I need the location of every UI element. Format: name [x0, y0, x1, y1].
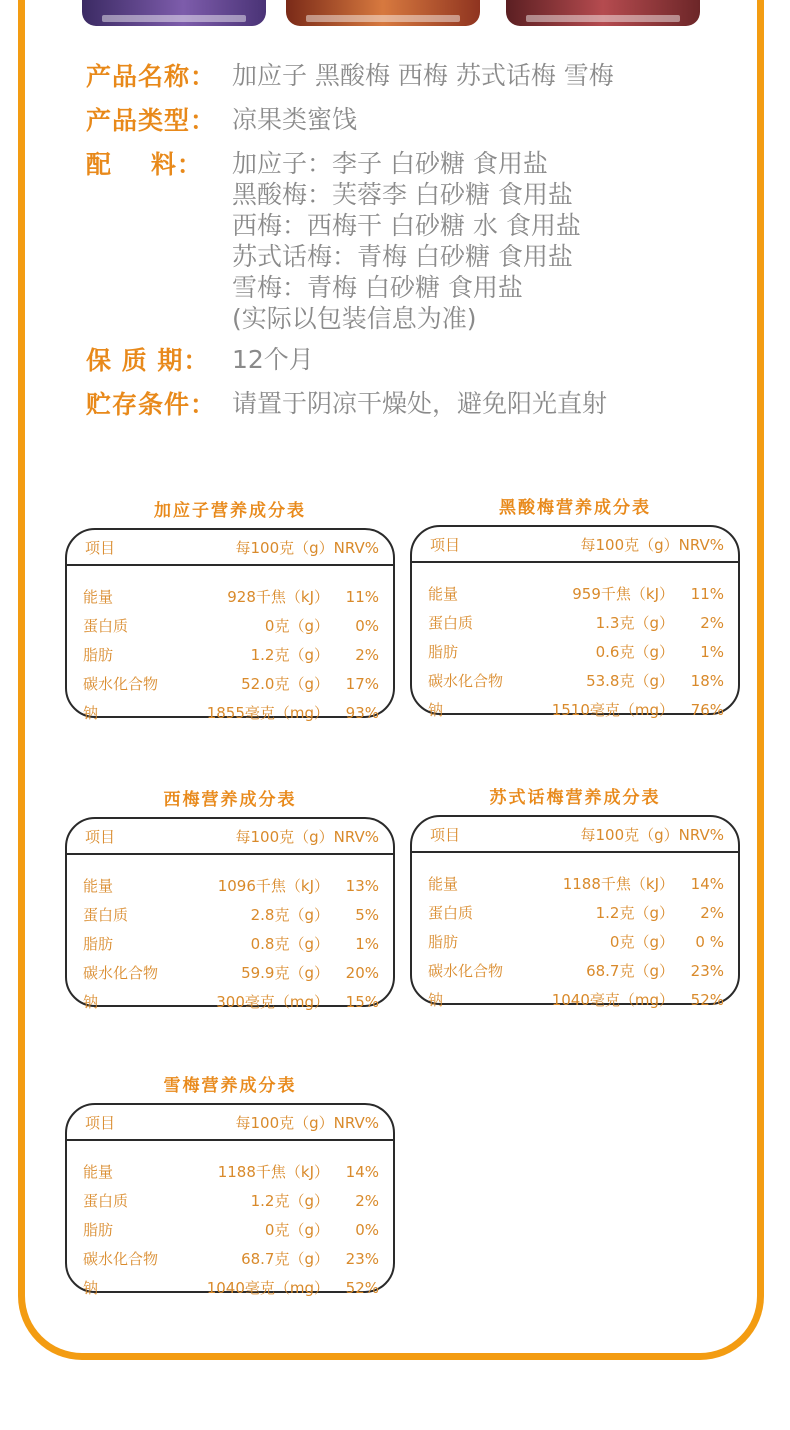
nutrient-value: 0克（g）: [609, 933, 674, 951]
nutrient-name: 蛋白质: [428, 904, 474, 922]
nutrient-value: 1.2克（g）: [250, 646, 329, 664]
nutrient-nrv: 23%: [690, 961, 724, 980]
info-line: (实际以包装信息为准): [232, 304, 477, 333]
nutrient-value: 1040毫克（mg）: [551, 991, 674, 1009]
info-line: 12个月: [232, 345, 314, 374]
nutrition-row: [67, 958, 393, 987]
nutrition-row: [67, 987, 393, 1016]
nutrient-nrv: 0 %: [695, 932, 724, 951]
nutrient-name: 蛋白质: [83, 617, 129, 635]
nutrition-table-header: [412, 527, 738, 563]
nutrient-name: 钠: [83, 704, 99, 722]
nutrient-nrv: 2%: [355, 1191, 379, 1210]
nutrient-value: 1.2克（g）: [595, 904, 674, 922]
nutrient-value: 1096千焦（kJ）: [217, 877, 329, 895]
nutrition-row: [67, 1157, 393, 1186]
nutrient-nrv: 18%: [690, 671, 724, 690]
nutrient-value: 0.6克（g）: [595, 643, 674, 661]
nutrition-table: [410, 783, 740, 1009]
nutrition-table-box: [410, 525, 740, 719]
nutrient-name: 脂肪: [428, 643, 459, 661]
nutrient-nrv: 1%: [355, 934, 379, 953]
info-value: [232, 344, 314, 375]
nutrient-name: 碳水化合物: [428, 962, 504, 980]
header-item: 项目: [430, 535, 461, 554]
info-row-name: [86, 60, 726, 94]
nutrient-nrv: 93%: [345, 703, 379, 722]
nutrient-value: 928千焦（kJ）: [227, 588, 329, 606]
nutrition-table-header: [67, 1105, 393, 1141]
nutrition-row: [67, 611, 393, 640]
nutrient-name: 能量: [83, 588, 114, 606]
nutrient-nrv: 23%: [345, 1249, 379, 1268]
nutrition-row: [412, 579, 738, 608]
info-row-ingredients: [86, 148, 726, 334]
nutrient-name: 能量: [428, 585, 459, 603]
nutrient-nrv: 2%: [355, 645, 379, 664]
nutrient-nrv: 13%: [345, 876, 379, 895]
nutrient-value: 68.7克（g）: [586, 962, 674, 980]
nutrition-row: [412, 898, 738, 927]
nutrient-nrv: 52%: [690, 990, 724, 1009]
nutrition-row: [67, 1215, 393, 1244]
nutrient-nrv: 11%: [690, 584, 724, 603]
nutrient-nrv: 2%: [700, 613, 724, 632]
nutrient-value: 1510毫克（mg）: [551, 701, 674, 719]
nutrition-row: [67, 640, 393, 669]
nutrient-nrv: 0%: [355, 616, 379, 635]
nutrient-name: 钠: [428, 701, 444, 719]
nutrient-value: 1855毫克（mg）: [206, 704, 329, 722]
nutrient-nrv: 17%: [345, 674, 379, 693]
nutrient-nrv: 5%: [355, 905, 379, 924]
nutrition-row: [67, 1273, 393, 1302]
nutrition-table-box: [65, 817, 395, 1011]
nutrient-value: 1.2克（g）: [250, 1192, 329, 1210]
nutrition-row: [67, 871, 393, 900]
nutrient-nrv: 11%: [345, 587, 379, 606]
nutrition-table: [65, 496, 395, 722]
nutrient-name: 脂肪: [83, 1221, 114, 1239]
nutrition-row: [412, 869, 738, 898]
nutrient-nrv: 14%: [690, 874, 724, 893]
nutrient-value: 53.8克（g）: [586, 672, 674, 690]
nutrient-value: 68.7克（g）: [241, 1250, 329, 1268]
nutrition-row: [67, 669, 393, 698]
nutrient-nrv: 15%: [345, 992, 379, 1011]
nutrient-name: 碳水化合物: [428, 672, 504, 690]
package-image-1: [82, 0, 266, 26]
nutrition-table-title: 加应子营养成分表: [154, 501, 306, 521]
header-item: 项目: [430, 825, 461, 844]
nutrient-value: 0克（g）: [264, 1221, 329, 1239]
nutrition-table-box: [65, 1103, 395, 1297]
nutrient-value: 959千焦（kJ）: [572, 585, 674, 603]
nutrient-value: 1.3克（g）: [595, 614, 674, 632]
nutrient-value: 1040毫克（mg）: [206, 1279, 329, 1297]
header-per: 每100克（g）NRV%: [235, 827, 379, 846]
info-line: 雪梅：青梅 白砂糖 食用盐: [232, 273, 523, 302]
nutrition-row: [67, 1186, 393, 1215]
nutrient-value: 0.8克（g）: [250, 935, 329, 953]
nutrient-name: 能量: [83, 877, 114, 895]
nutrition-table-header: [412, 817, 738, 853]
nutrition-table: [410, 493, 740, 719]
nutrient-name: 能量: [83, 1163, 114, 1181]
nutrition-row: [67, 1244, 393, 1273]
nutrition-row: [412, 666, 738, 695]
info-line: 加应子：李子 白砂糖 食用盐: [232, 149, 548, 178]
header-per: 每100克（g）NRV%: [235, 1113, 379, 1132]
nutrition-table-title: 西梅营养成分表: [163, 790, 297, 810]
nutrition-table-header: [67, 819, 393, 855]
nutrient-name: 蛋白质: [83, 1192, 129, 1210]
nutrient-name: 蛋白质: [83, 906, 129, 924]
nutrient-name: 脂肪: [83, 646, 114, 664]
nutrition-table-header: [67, 530, 393, 566]
header-per: 每100克（g）NRV%: [235, 538, 379, 557]
info-value: [232, 148, 581, 334]
nutrient-value: 300毫克（mg）: [216, 993, 329, 1011]
info-line: 请置于阴凉干燥处，避免阳光直射: [232, 389, 608, 418]
info-line: 西梅：西梅干 白砂糖 水 食用盐: [232, 211, 581, 240]
nutrient-nrv: 2%: [700, 903, 724, 922]
nutrient-name: 碳水化合物: [83, 675, 159, 693]
nutrient-name: 碳水化合物: [83, 1250, 159, 1268]
nutrient-name: 钠: [428, 991, 444, 1009]
header-item: 项目: [85, 538, 116, 557]
nutrient-name: 钠: [83, 993, 99, 1011]
nutrition-table-box: [410, 815, 740, 1009]
nutrient-name: 碳水化合物: [83, 964, 159, 982]
nutrition-table-title: 苏式话梅营养成分表: [489, 788, 661, 808]
nutrition-table-box: [65, 528, 395, 722]
nutrition-table: [65, 785, 395, 1011]
info-value: [232, 388, 607, 419]
info-label: 贮存条件：: [86, 390, 217, 419]
nutrient-value: 0克（g）: [264, 617, 329, 635]
nutrient-nrv: 14%: [345, 1162, 379, 1181]
nutrient-nrv: 0%: [355, 1220, 379, 1239]
info-line: 苏式话梅：青梅 白砂糖 食用盐: [232, 242, 573, 271]
nutrient-name: 钠: [83, 1279, 99, 1297]
nutrition-row: [412, 608, 738, 637]
nutrient-nrv: 1%: [700, 642, 724, 661]
info-label: 配 料：: [86, 150, 203, 179]
info-label: 保 质 期：: [86, 346, 210, 375]
package-image-3: [506, 0, 700, 26]
nutrient-value: 2.8克（g）: [250, 906, 329, 924]
nutrient-name: 脂肪: [83, 935, 114, 953]
info-row-shelf-life: [86, 344, 726, 378]
nutrition-table-title: 雪梅营养成分表: [163, 1076, 297, 1096]
nutrition-row: [412, 985, 738, 1014]
nutrient-nrv: 52%: [345, 1278, 379, 1297]
nutrition-row: [67, 929, 393, 958]
nutrition-table-title: 黑酸梅营养成分表: [499, 498, 651, 518]
nutrient-value: 1188千焦（kJ）: [217, 1163, 329, 1181]
package-image-2: [286, 0, 480, 26]
info-line: 加应子 黑酸梅 西梅 苏式话梅 雪梅: [232, 61, 614, 90]
header-per: 每100克（g）NRV%: [580, 535, 724, 554]
nutrient-name: 脂肪: [428, 933, 459, 951]
nutrition-row: [412, 927, 738, 956]
nutrient-name: 蛋白质: [428, 614, 474, 632]
nutrient-value: 59.9克（g）: [241, 964, 329, 982]
nutrition-row: [67, 698, 393, 727]
info-line: 黑酸梅：芙蓉李 白砂糖 食用盐: [232, 180, 573, 209]
info-label: 产品类型：: [86, 106, 217, 135]
info-line: 凉果类蜜饯: [232, 105, 358, 134]
nutrition-row: [412, 637, 738, 666]
nutrient-nrv: 76%: [690, 700, 724, 719]
nutrition-row: [412, 695, 738, 724]
nutrient-nrv: 20%: [345, 963, 379, 982]
info-value: [232, 104, 357, 135]
info-row-storage: [86, 388, 726, 422]
nutrient-value: 52.0克（g）: [241, 675, 329, 693]
nutrition-row: [67, 582, 393, 611]
nutrient-name: 能量: [428, 875, 459, 893]
header-per: 每100克（g）NRV%: [580, 825, 724, 844]
product-info: [86, 60, 726, 432]
header-item: 项目: [85, 827, 116, 846]
nutrition-table: [65, 1071, 395, 1297]
info-value: [232, 60, 614, 91]
header-item: 项目: [85, 1113, 116, 1132]
nutrition-row: [67, 900, 393, 929]
info-label: 产品名称：: [86, 62, 217, 91]
nutrition-row: [412, 956, 738, 985]
info-row-type: [86, 104, 726, 138]
nutrient-value: 1188千焦（kJ）: [562, 875, 674, 893]
